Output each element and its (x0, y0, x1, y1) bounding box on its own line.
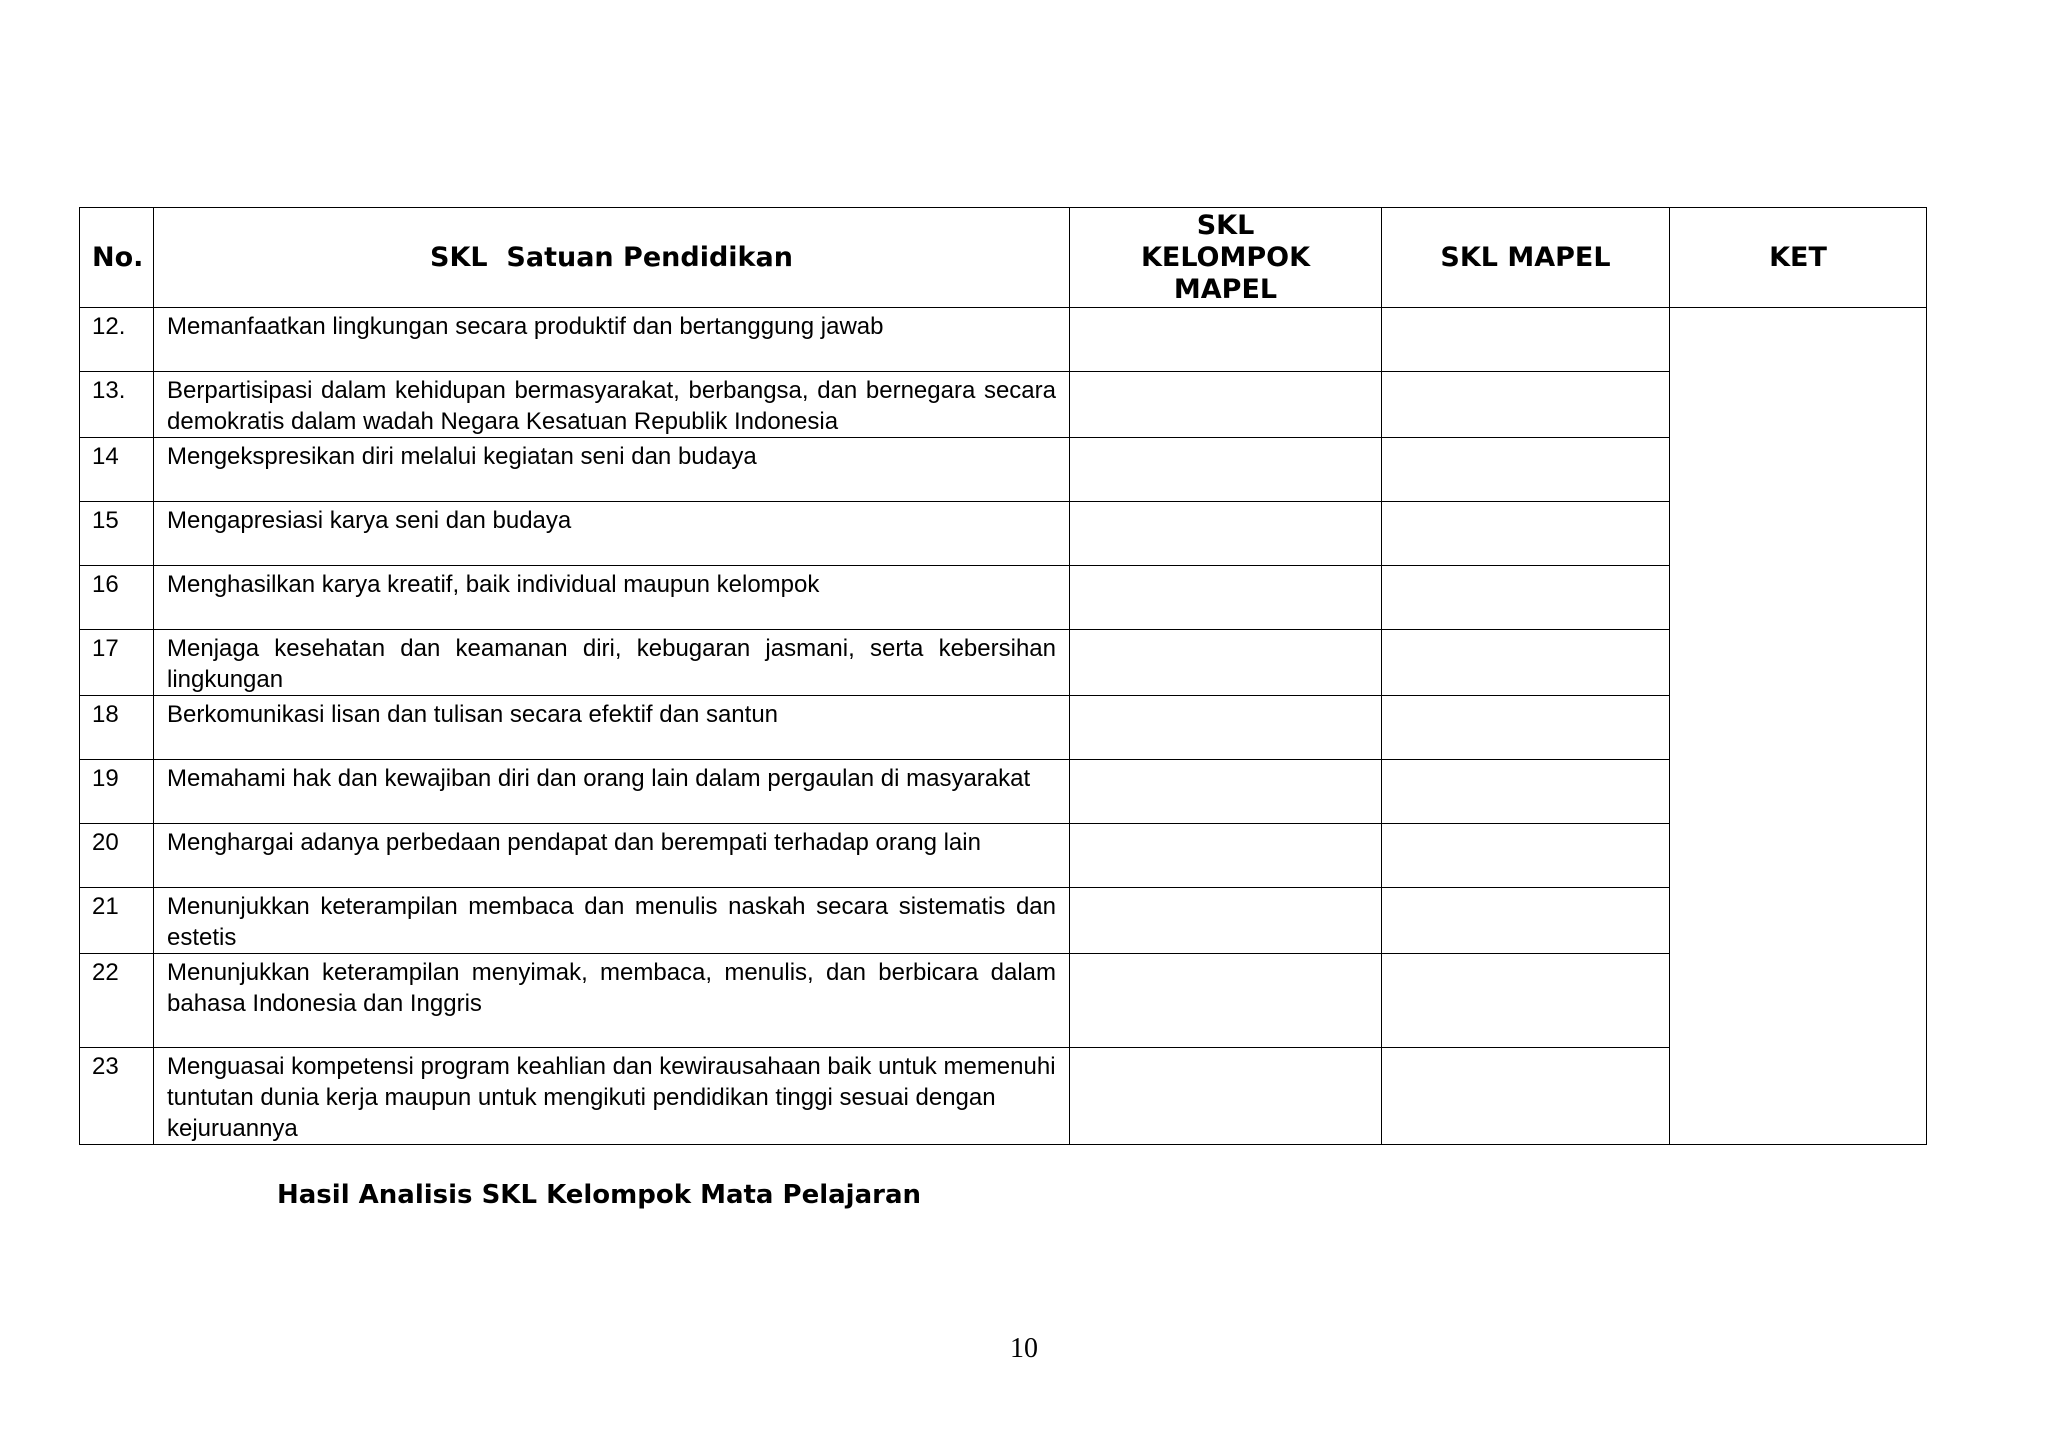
table-row (80, 1048, 1927, 1145)
mapel-cell (1382, 696, 1670, 760)
kelompok-mapel-cell (1070, 308, 1382, 372)
table-row (80, 308, 1927, 372)
table-row (80, 372, 1927, 438)
row-description: Menguasai kompetensi program keahlian dan kewirausahaan baik untuk memenuhi tuntutan dunia kerja maupun untuk mengikuti pendidikan tinggi sesuai dengan kejuruannya (154, 1048, 1070, 1145)
row-description: Berpartisipasi dalam kehidupan bermasyarakat, berbangsa, dan bernegara secara demokratis dalam wadah Negara Kesatuan Republik Indonesia (154, 372, 1070, 438)
row-number: 19 (80, 760, 154, 824)
mapel-cell (1382, 824, 1670, 888)
page-number: 10 (1010, 1333, 1038, 1364)
row-description: Berkomunikasi lisan dan tulisan secara efektif dan santun (154, 696, 1070, 760)
mapel-cell (1382, 888, 1670, 954)
table-row (80, 760, 1927, 824)
table-row (80, 566, 1927, 630)
row-description: Menghargai adanya perbedaan pendapat dan berempati terhadap orang lain (154, 824, 1070, 888)
ket-cell (1670, 308, 1927, 1145)
row-number: 20 (80, 824, 154, 888)
row-description: Menunjukkan keterampilan membaca dan menulis naskah secara sistematis dan estetis (154, 888, 1070, 954)
row-number: 16 (80, 566, 154, 630)
table-row (80, 824, 1927, 888)
row-number: 22 (80, 954, 154, 1048)
mapel-cell (1382, 1048, 1670, 1145)
row-description: Menjaga kesehatan dan keamanan diri, kebugaran jasmani, serta kebersihan lingkungan (154, 630, 1070, 696)
header-skl-satuan-pendidikan: SKL Satuan Pendidikan (154, 208, 1070, 308)
table-row (80, 696, 1927, 760)
mapel-cell (1382, 566, 1670, 630)
kelompok-mapel-cell (1070, 502, 1382, 566)
row-number: 15 (80, 502, 154, 566)
table-row (80, 438, 1927, 502)
analysis-heading: Hasil Analisis SKL Kelompok Mata Pelajaran (277, 1180, 921, 1210)
skl-table (79, 207, 1927, 1145)
row-number: 23 (80, 1048, 154, 1145)
row-number: 17 (80, 630, 154, 696)
header-skl-kelompok-mapel: SKL KELOMPOK MAPEL (1070, 208, 1382, 308)
row-number: 21 (80, 888, 154, 954)
kelompok-mapel-cell (1070, 438, 1382, 502)
mapel-cell (1382, 760, 1670, 824)
kelompok-mapel-cell (1070, 888, 1382, 954)
header-skl-mapel: SKL MAPEL (1382, 208, 1670, 308)
kelompok-mapel-cell (1070, 760, 1382, 824)
table-header-row (80, 208, 1927, 308)
header-no: No. (80, 208, 154, 308)
mapel-cell (1382, 438, 1670, 502)
kelompok-mapel-cell (1070, 372, 1382, 438)
row-description: Memahami hak dan kewajiban diri dan orang lain dalam pergaulan di masyarakat (154, 760, 1070, 824)
mapel-cell (1382, 308, 1670, 372)
kelompok-mapel-cell (1070, 824, 1382, 888)
row-description: Memanfaatkan lingkungan secara produktif dan bertanggung jawab (154, 308, 1070, 372)
kelompok-mapel-cell (1070, 1048, 1382, 1145)
mapel-cell (1382, 502, 1670, 566)
row-number: 18 (80, 696, 154, 760)
row-description: Mengapresiasi karya seni dan budaya (154, 502, 1070, 566)
row-number: 12. (80, 308, 154, 372)
row-number: 13. (80, 372, 154, 438)
row-description: Menunjukkan keterampilan menyimak, membaca, menulis, dan berbicara dalam bahasa Indonesia dan Inggris (154, 954, 1070, 1048)
row-description: Mengekspresikan diri melalui kegiatan seni dan budaya (154, 438, 1070, 502)
kelompok-mapel-cell (1070, 954, 1382, 1048)
table-row (80, 502, 1927, 566)
table-row (80, 630, 1927, 696)
header-ket: KET (1670, 208, 1927, 308)
table-row (80, 954, 1927, 1048)
mapel-cell (1382, 954, 1670, 1048)
table-row (80, 888, 1927, 954)
mapel-cell (1382, 630, 1670, 696)
row-description: Menghasilkan karya kreatif, baik individual maupun kelompok (154, 566, 1070, 630)
kelompok-mapel-cell (1070, 696, 1382, 760)
kelompok-mapel-cell (1070, 566, 1382, 630)
mapel-cell (1382, 372, 1670, 438)
kelompok-mapel-cell (1070, 630, 1382, 696)
row-number: 14 (80, 438, 154, 502)
